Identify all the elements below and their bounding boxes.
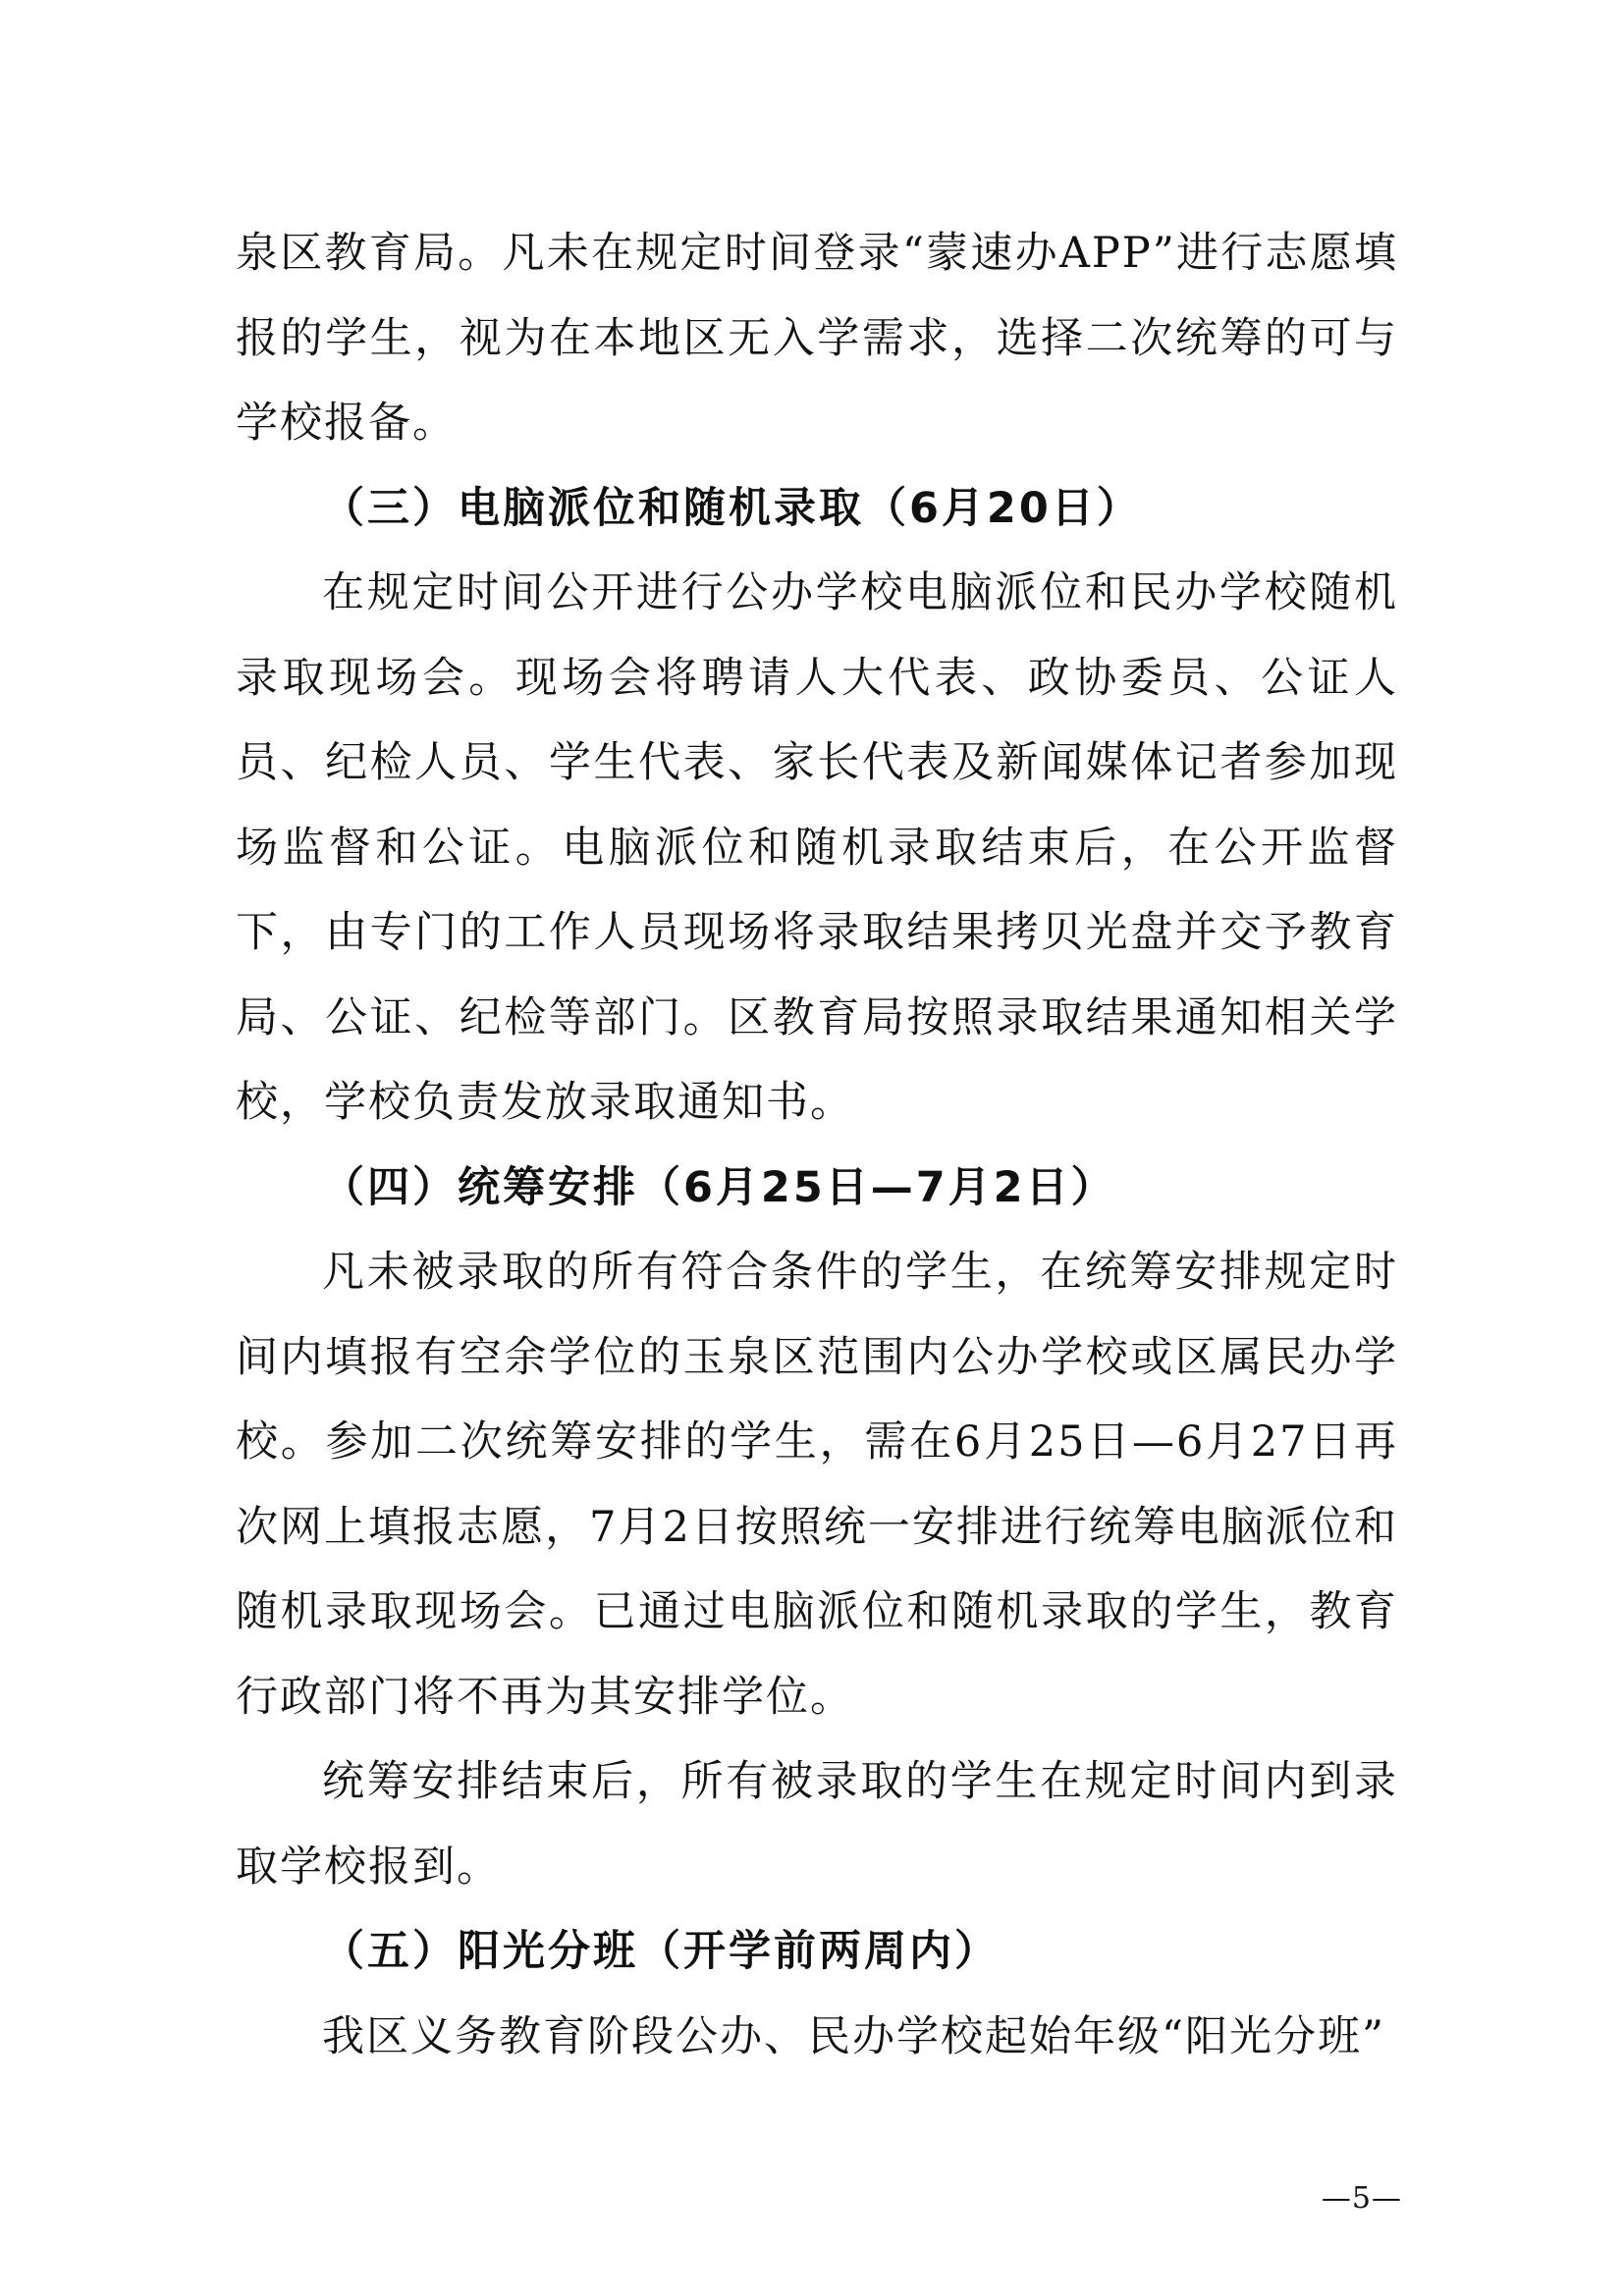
- paragraph-sunshine-grouping: 我区义务教育阶段公办、民办学校起始年级“阳光分班”: [322, 2011, 1385, 2061]
- section-heading-five: （五）阳光分班（开学前两周内）: [322, 1927, 1000, 1976]
- paragraph-overall-arrangement: 凡未被录取的所有符合条件的学生，在统筹安排规定时间内填报有空余学位的玉泉区范围内公办学校或区属民办学校。参加二次统筹安排的学生，需在6月25日—6月27日再次网上填报志愿，7月2日按照统一安排进行统筹电脑派位和随机录取现场会。已通过电脑派位和随机录取的学生，教育行政部门将不再为其安排学位。: [236, 1248, 1398, 1722]
- document-body: [236, 211, 1398, 2079]
- section-heading-four: （四）统筹安排（6月25日—7月2日）: [322, 1162, 1116, 1212]
- section-heading-three: （三）电脑派位和随机录取（6月20日）: [322, 483, 1142, 533]
- paragraph-registration: 统筹安排结束后，所有被录取的学生在规定时间内到录取学校报到。: [236, 1757, 1398, 1892]
- page-number: —5—: [1321, 2181, 1402, 2216]
- paragraph-continuation: 泉区教育局。凡未在规定时间登录“蒙速办APP”进行志愿填报的学生，视为在本地区无入学需求，选择二次统筹的可与学校报备。: [236, 229, 1398, 448]
- paragraph-lottery-admission: 在规定时间公开进行公办学校电脑派位和民办学校随机录取现场会。现场会将聘请人大代表、政协委员、公证人员、纪检人员、学生代表、家长代表及新闻媒体记者参加现场监督和公证。电脑派位和随机录取结束后，在公开监督下，由专门的工作人员现场将录取结果拷贝光盘并交予教育局、公证、纪检等部门。区教育局按照录取结果通知相关学校，学校负责发放录取通知书。: [236, 568, 1398, 1127]
